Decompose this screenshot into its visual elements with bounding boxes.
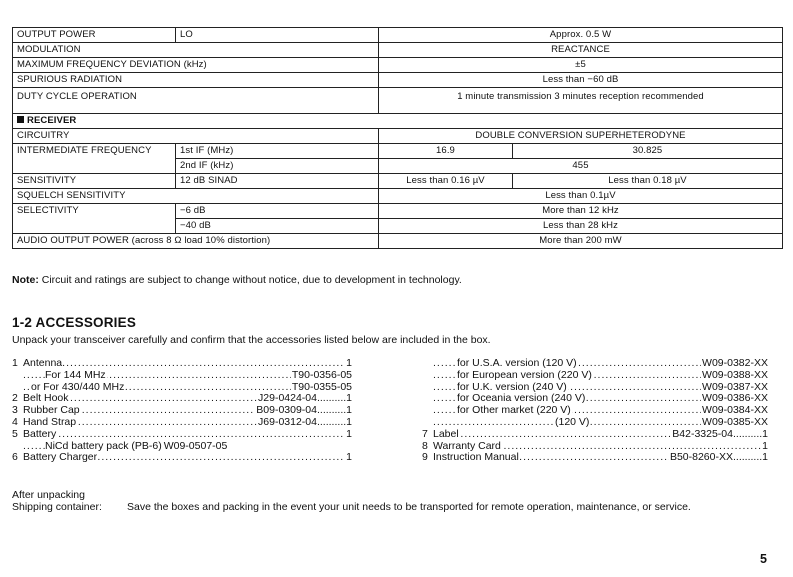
receiver-header-label: RECEIVER [27, 115, 77, 126]
item-label: (120 V) [555, 416, 590, 428]
shipping-text: Save the boxes and packing in the event your unit needs to be transported for remote operation, maintenance, or service. [127, 501, 691, 513]
item-label: For 144 MHz [45, 369, 106, 381]
item-label: for Other market (220 V) [457, 405, 571, 417]
table-row [13, 144, 783, 159]
spec-value: Less than −60 dB [379, 73, 783, 88]
item-number [422, 358, 433, 370]
item-value: B50-8260-XX..........1 [669, 451, 768, 464]
item-number [422, 417, 433, 429]
item-number [12, 370, 23, 382]
page-number: 5 [760, 552, 767, 566]
section-header [13, 114, 783, 129]
item-value: W09-0388-XX [702, 368, 768, 381]
spec-value: Less than 0.18 µV [513, 174, 783, 189]
spec-value: More than 200 mW [379, 234, 783, 249]
spec-label: SENSITIVITY [13, 174, 176, 189]
spec-value: DOUBLE CONVERSION SUPERHETERODYNE [379, 129, 783, 144]
item-number: 8 [422, 439, 428, 452]
item-label: for U.S.A. version (120 V) [457, 358, 577, 369]
item-label: Instruction Manual [433, 452, 519, 464]
item-label: Battery Charger [23, 452, 98, 464]
spec-label: SELECTIVITY [13, 204, 176, 234]
list-item [422, 429, 768, 441]
shipping-container-note [12, 501, 727, 513]
item-value: W09-0382-XX [702, 357, 768, 369]
table-row [13, 88, 783, 114]
table-row [13, 28, 783, 43]
item-number [422, 393, 433, 405]
item-value: T90-0356-05 [291, 368, 352, 381]
spec-label: SPURIOUS RADIATION [13, 73, 379, 88]
item-value: 1 [346, 357, 352, 369]
list-item [12, 429, 352, 441]
spec-label: DUTY CYCLE OPERATION [13, 88, 379, 114]
item-value: B42-3325-04..........1 [672, 427, 768, 440]
table-row [13, 189, 783, 204]
list-item [422, 417, 768, 429]
note-text [12, 274, 462, 286]
item-value: W09-0387-XX [702, 380, 768, 393]
item-value: J29-0424-04..........1 [258, 392, 352, 405]
spec-value: More than 12 kHz [379, 204, 783, 219]
item-number: 9 [422, 451, 428, 464]
list-item [12, 370, 352, 382]
spec-value: Less than 28 kHz [379, 219, 783, 234]
item-value: J69-0312-04..........1 [258, 415, 352, 428]
spec-label: OUTPUT POWER [13, 28, 176, 43]
table-row [13, 234, 783, 249]
spec-setting: LO [176, 28, 379, 43]
table-row [13, 58, 783, 73]
item-label: Rubber Cap [23, 405, 80, 417]
item-number: 4 [12, 415, 18, 428]
spec-label: MODULATION [13, 43, 379, 58]
item-number: 7 [422, 427, 428, 440]
item-number: 6 [12, 451, 18, 464]
item-label: Label [433, 428, 459, 440]
section-heading: 1-2 ACCESSORIES [12, 315, 137, 330]
spec-label: CIRCUITRY [13, 129, 379, 144]
item-value: 1 [762, 439, 768, 452]
spec-value: Less than 0.1µV [379, 189, 783, 204]
accessories-list-left [12, 358, 352, 464]
item-value: W09-0507-05 [163, 439, 228, 452]
spec-setting: 2nd IF (kHz) [176, 159, 379, 174]
item-value: W09-0385-XX [702, 415, 768, 428]
spec-label: AUDIO OUTPUT POWER (across 8 Ω load 10% distortion) [13, 234, 379, 249]
note-prefix: Note: [12, 274, 39, 286]
accessories-intro: Unpack your transceiver carefully and confirm that the accessories listed below are included in the box. [12, 334, 491, 346]
spec-value: REACTANCE [379, 43, 783, 58]
item-label: Hand Strap [23, 416, 77, 428]
item-label: Antenna [23, 358, 63, 369]
item-number: 1 [12, 357, 18, 369]
item-value: W09-0384-XX [702, 404, 768, 417]
item-number: 5 [12, 427, 18, 440]
item-label: for Oceania version (240 V) [457, 393, 586, 405]
item-value: 1 [346, 451, 352, 464]
spec-value: Approx. 0.5 W [379, 28, 783, 43]
spec-setting: 12 dB SINAD [176, 174, 379, 189]
item-number: 2 [12, 392, 18, 405]
list-item [12, 441, 352, 453]
item-label: NiCd battery pack (PB-6) [45, 439, 162, 452]
table-row [13, 114, 783, 129]
table-row [13, 43, 783, 58]
spec-value: 30.825 [513, 144, 783, 159]
spec-value: 16.9 [379, 144, 513, 159]
item-number [422, 382, 433, 394]
item-label: Battery [23, 428, 57, 440]
item-label: or For 430/440 MHz [31, 381, 125, 393]
item-label: for U.K. version (240 V) [457, 381, 567, 393]
item-number [422, 405, 433, 417]
list-item [422, 370, 768, 382]
note-body: Circuit and ratings are subject to change without notice, due to development in technology. [41, 274, 462, 286]
spec-setting: −40 dB [176, 219, 379, 234]
item-label: Warranty Card [433, 440, 501, 452]
item-value: W09-0386-XX [702, 392, 768, 405]
shipping-label: Shipping container: [12, 501, 102, 513]
table-row [13, 174, 783, 189]
item-label: Belt Hook [23, 393, 69, 405]
square-bullet-icon [17, 116, 24, 123]
spec-label: MAXIMUM FREQUENCY DEVIATION (kHz) [13, 58, 379, 73]
list-item [422, 452, 768, 464]
spec-value: 455 [379, 159, 783, 174]
spec-value: ±5 [379, 58, 783, 73]
table-row [13, 129, 783, 144]
accessories-list-right [422, 358, 768, 464]
table-row [13, 204, 783, 219]
item-value: 1 [346, 427, 352, 440]
spec-label: INTERMEDIATE FREQUENCY [13, 144, 176, 174]
item-value: T90-0355-05 [291, 380, 352, 393]
after-unpacking-label: After unpacking [12, 489, 85, 501]
spec-setting: −6 dB [176, 204, 379, 219]
item-number: 3 [12, 404, 18, 417]
list-item [12, 417, 352, 429]
spec-setting: 1st IF (MHz) [176, 144, 379, 159]
list-item [422, 441, 768, 453]
item-number [422, 370, 433, 382]
specifications-table [12, 27, 783, 249]
list-item [12, 452, 352, 464]
item-label: for European version (220 V) [457, 369, 592, 381]
table-row [13, 73, 783, 88]
spec-value: Less than 0.16 µV [379, 174, 513, 189]
spec-label: SQUELCH SENSITIVITY [13, 189, 379, 204]
list-item [12, 358, 352, 370]
spec-value: 1 minute transmission 3 minutes reception recommended [379, 88, 783, 114]
item-value: B09-0309-04..........1 [256, 404, 352, 417]
